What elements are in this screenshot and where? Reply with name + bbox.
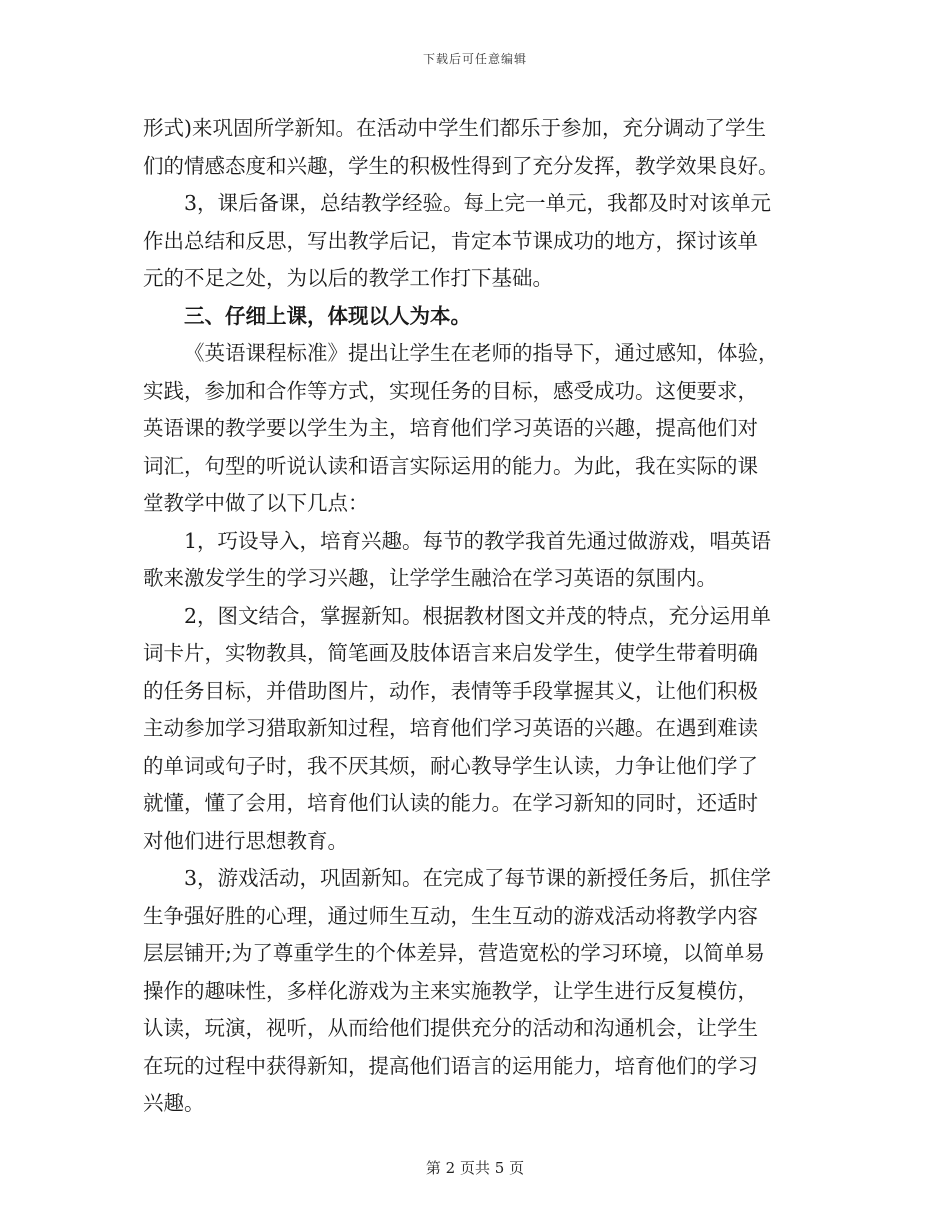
text-line: 3，课后备课，总结教学经验。每上完一单元，我都及时对该单元 xyxy=(184,191,772,215)
text-line: 主动参加学习猎取新知过程，培育他们学习英语的兴趣。在遇到难读 xyxy=(143,716,758,740)
text-line: 实践，参加和合作等方式，实现任务的目标，感受成功。这便要求， xyxy=(143,378,758,403)
text-line: 认读，玩演，视听，从而给他们提供充分的活动和沟通机会，让学生 xyxy=(143,1016,758,1040)
text-line: 的单词或句子时，我不厌其烦，耐心教导学生认读，力争让他们学了 xyxy=(143,753,758,778)
text-line: 堂教学中做了以下几点： xyxy=(143,491,369,515)
text-line: 3，游戏活动，巩固新知。在完成了每节课的新授任务后，抓住学 xyxy=(184,866,772,890)
page-header: 下载后可任意编辑 xyxy=(422,52,527,66)
text-line: 操作的趣味性，多样化游戏为主来实施教学，让学生进行反复模仿， xyxy=(143,978,758,1003)
text-line: 元的不足之处，为以后的教学工作打下基础。 xyxy=(143,266,553,290)
text-line: 歌来激发学生的学习兴趣，让学学生融洽在学习英语的氛围内。 xyxy=(143,566,717,590)
text-line: 英语课的教学要以学生为主，培育他们学习英语的兴趣，提高他们对 xyxy=(143,416,758,440)
text-line: 词卡片，实物教具，简笔画及肢体语言来启发学生，使学生带着明确 xyxy=(143,641,758,665)
text-line: 的任务目标，并借助图片，动作，表情等手段掌握其义，让他们积极 xyxy=(143,678,758,703)
text-line: 就懂，懂了会用，培育他们认读的能力。在学习新知的同时，还适时 xyxy=(143,791,758,815)
text-line: 《英语课程标准》提出让学生在老师的指导下，通过感知，体验， xyxy=(184,341,779,365)
text-line: 兴趣。 xyxy=(143,1091,205,1115)
page-footer: 第 2 页共 5 页 xyxy=(425,1159,525,1177)
text-line: 1，巧设导入，培育兴趣。每节的教学我首先通过做游戏，唱英语 xyxy=(184,528,772,553)
document-body xyxy=(143,110,815,1123)
text-line: 们的情感态度和兴趣，学生的积极性得到了充分发挥，教学效果良好。 xyxy=(143,153,779,178)
text-line: 在玩的过程中获得新知，提高他们语言的运用能力，培育他们的学习 xyxy=(143,1053,758,1078)
section-heading: 三、仔细上课，体现以人为本。 xyxy=(184,303,471,328)
text-line: 词汇，句型的听说认读和语言实际运用的能力。为此，我在实际的课 xyxy=(143,453,758,478)
text-line: 对他们进行思想教育。 xyxy=(143,828,348,853)
text-line: 2，图文结合，掌握新知。根据教材图文并茂的特点，充分运用单 xyxy=(184,603,772,628)
text-line: 生争强好胜的心理，通过师生互动，生生互动的游戏活动将教学内容 xyxy=(143,903,758,928)
text-line: 作出总结和反思，写出教学后记，肯定本节课成功的地方，探讨该单 xyxy=(143,228,758,253)
text-line: 形式)来巩固所学新知。在活动中学生们都乐于参加，充分调动了学生 xyxy=(143,116,766,140)
text-line: 层层铺开;为了尊重学生的个体差异，营造宽松的学习环境，以简单易 xyxy=(143,941,765,965)
